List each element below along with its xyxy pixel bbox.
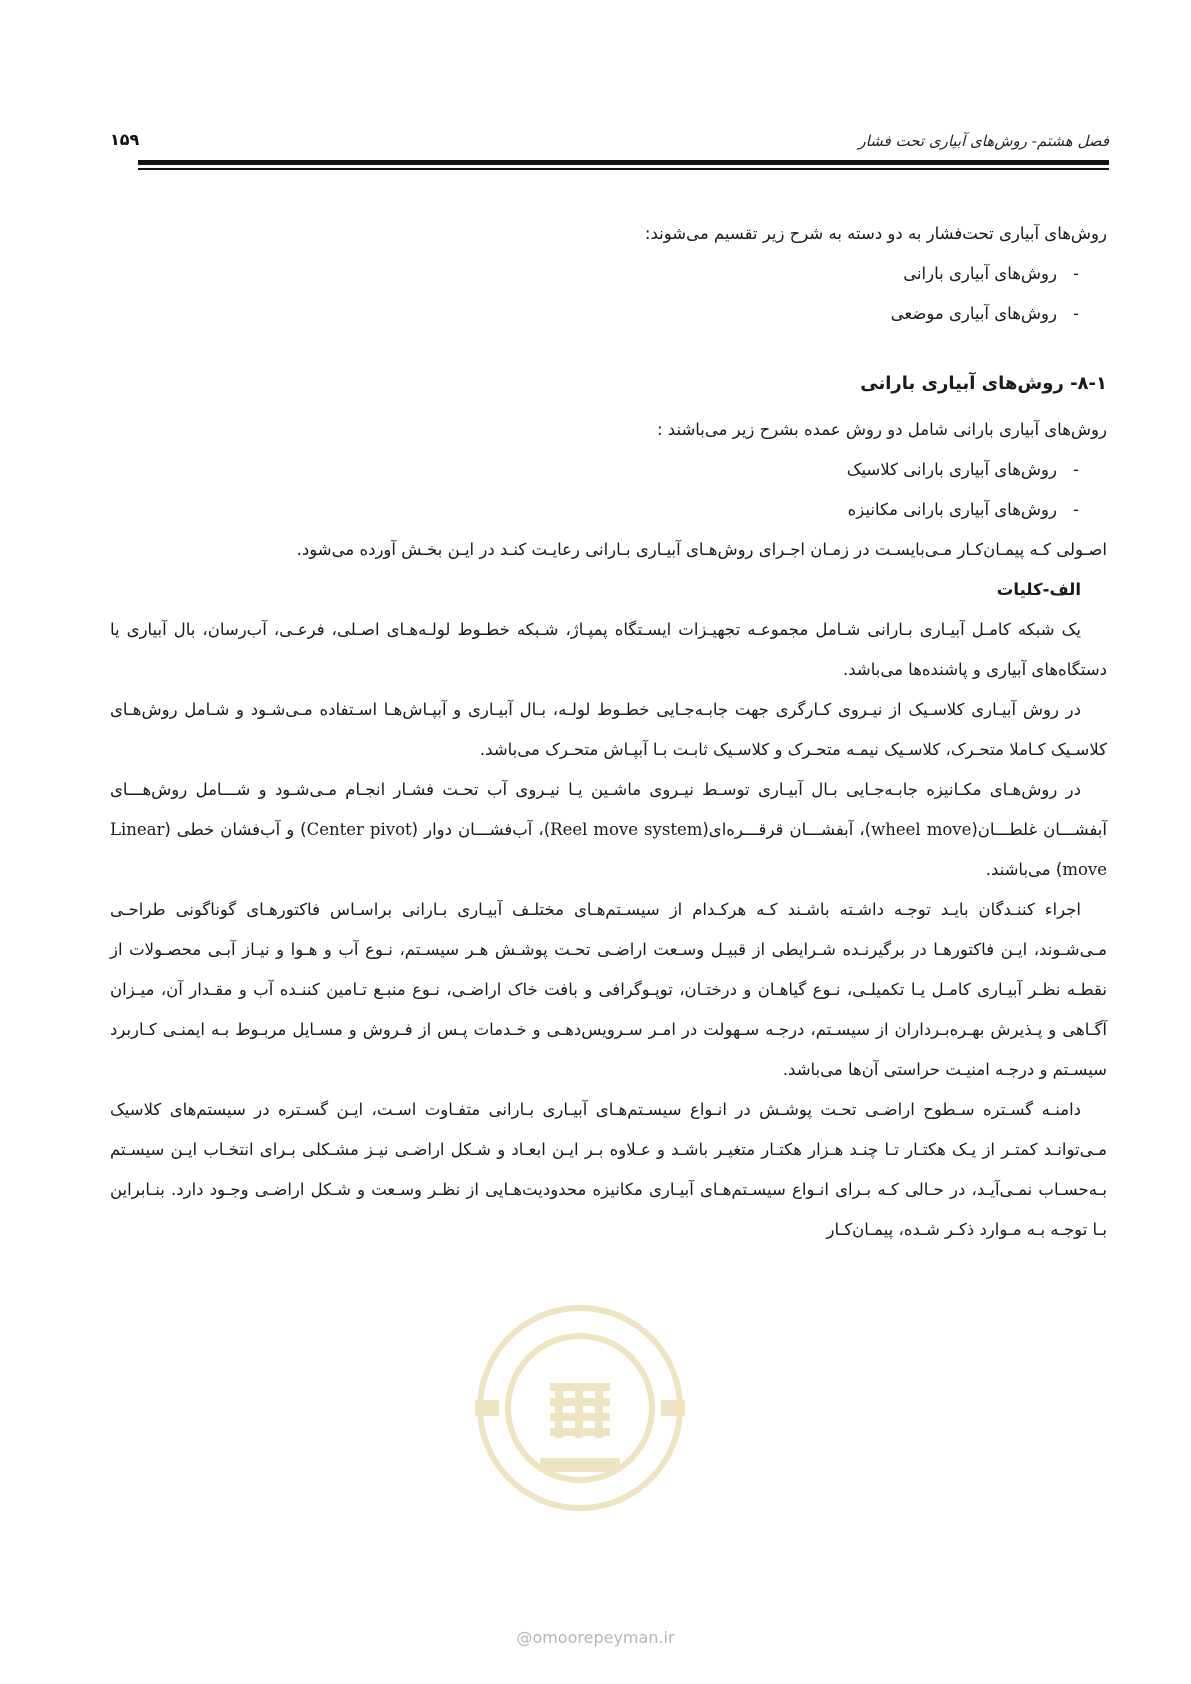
bullet-dash: - [1073,500,1079,519]
intro-paragraph: روش‌های آبیاری تحت‌فشار به دو دسته به شرح زیر تقسیم می‌شوند: [644,224,1107,243]
subsection-heading: الف-کلیات [996,580,1081,599]
paragraph-text: )، آب‌فشـــان دوار ( [411,820,551,839]
latin-term: wheel move [871,820,972,839]
paragraph: دامنـه گسـتره سـطوح اراضـی تحـت پوشـش در انـواع سیسـتم‌هـای آبیـاری بـارانی متفـاوت اسـت، ایـن گسـتره در سیستم‌های کلاسیک مـی‌توانـد کمتـر از یـک هکتـار تـا چنـد هـزار هکتـار متغیـر باشـد و عـلاوه بـر ایـن ابعـاد و شـکل اراضـی نیـز مشـکلی بـرای انتخـاب ایـن سیسـتم بـه‌حسـاب نمـی‌آیـد، در حـالی کـه بـرای انـواع سیسـتم‌هـای آبیـاری مکانیزه محدودیت‌هـایی از نظـر وسـعت و شـکل اراضـی وجـود دارد. بنـابراین بـا توجـه بـه مـوارد ذکـر شـده، پیمـان‌کـار [110,1100,1107,1239]
paragraph-text: ) و آب‌فشان خطی ( [164,820,307,839]
list-item-text: روش‌های آبیاری بارانی مکانیزه [847,500,1057,519]
paragraph [110,770,1107,890]
header-rule-thick [138,160,1109,165]
list-item-text: روش‌های آبیاری بارانی کلاسیک [846,460,1057,479]
paragraph-text: در روش‌هـای مکـانیزه جابـه‌جـایی بـال آبیـاری توسـط نیـروی ماشـین یـا نیـروی آب تحـت فشـار انجـام مـی‌شـود و شـــامل روش‌هـــای آبفشـــان غلطـــان( [110,780,1107,839]
list-item-text: روش‌های آبیاری موضعی [890,304,1057,323]
latin-term: Reel move system [550,820,703,839]
page-number: ۱۵۹ [110,130,140,149]
list-item-text: روش‌های آبیاری بارانی [903,264,1057,283]
list-item [110,294,1107,334]
list-item [110,450,1107,490]
section-heading: ۸-۱- روش‌های آبیاری بارانی [860,373,1107,394]
list-item [110,254,1107,294]
latin-term: Linear move [110,820,1107,879]
watermark-seal-icon [455,1288,705,1528]
paragraph: در روش آبیـاری کلاسـیک از نیـروی کـارگری جهت جابـه‌جـایی خطـوط لولـه، بـال آبیـاری و آبپـاش‌هـا اسـتفاده مـی‌شـود و شـامل روش‌هـای کلاسـیک کـاملا متحـرک، کلاسـیک نیمـه متحـرک و کلاسـیک ثابـت بـا آبپـاش متحـرک می‌باشد. [110,700,1107,759]
paragraph: اصـولی کـه پیمـان‌کـار مـی‌بایسـت در زمـان اجـرای روش‌هـای آبیـاری بـارانی رعایـت کنـد در ایـن بخـش آورده می‌شود. [296,540,1107,559]
section-intro: روش‌های آبیاری بارانی شامل دو روش عمده بشرح زیر می‌باشند : [657,420,1107,439]
bullet-dash: - [1073,264,1079,283]
bullet-dash: - [1073,460,1079,479]
list-item [110,490,1107,530]
chapter-title: فصل هشتم- روش‌های آبیاری تحت فشار [858,132,1109,150]
latin-term: Center pivot [306,820,412,839]
paragraph: یک شبکه کامـل آبیـاری بـارانی شـامل مجموعـه تجهیـزات ایسـتگاه پمپـاژ، شـبکه خطـوط لولـه‌هـای اصـلی، فرعـی، آب‌رسان، بال آبیاری یا دستگاه‌های آبیاری و پاشنده‌ها می‌باشد. [110,620,1107,679]
watermark-text: @omoorepeyman.ir [516,1628,675,1647]
paragraph: اجراء کننـدگان بایـد توجـه داشـته باشـند کـه هرکـدام از سیسـتم‌هـای مختلـف آبیـاری بـارانی براسـاس فاکتورهـای گوناگونی طراحـی مـی‌شـوند، ایـن فاکتورهـا در برگیرنـده شـرایطی از قبیـل وسـعت اراضـی تحـت پوشـش هـر سیسـتم، نـوع آب و هـوا و نیـاز آبـی محصـولات از نقطـه نظـر آبیـاری کامـل یـا تکمیلـی، نـوع گیاهـان و درختـان، توپـوگرافی و بافت خاک اراضـی، نـوع منبـع تـامین کننـده آب و مقـدار آن، میـزان آگـاهی و پـذیرش بهـره‌بـرداران از سیسـتم، درجـه سـهولت در امـر سـرویس‌دهـی و خـدمات پـس از فـروش و مسـایل مربـوط بـه ایمنـی کـاربرد سیسـتم و درجـه امنیـت حراستی آن‌ها می‌باشد. [110,900,1107,1079]
body-content [110,214,1107,1250]
header-rule-thin [138,168,1109,170]
bullet-dash: - [1073,304,1079,323]
paragraph-text: ) می‌باشند. [985,860,1063,879]
paragraph-text: )، آبفشـــان قرقـــره‌ای( [702,820,872,839]
page-header [110,128,1109,158]
